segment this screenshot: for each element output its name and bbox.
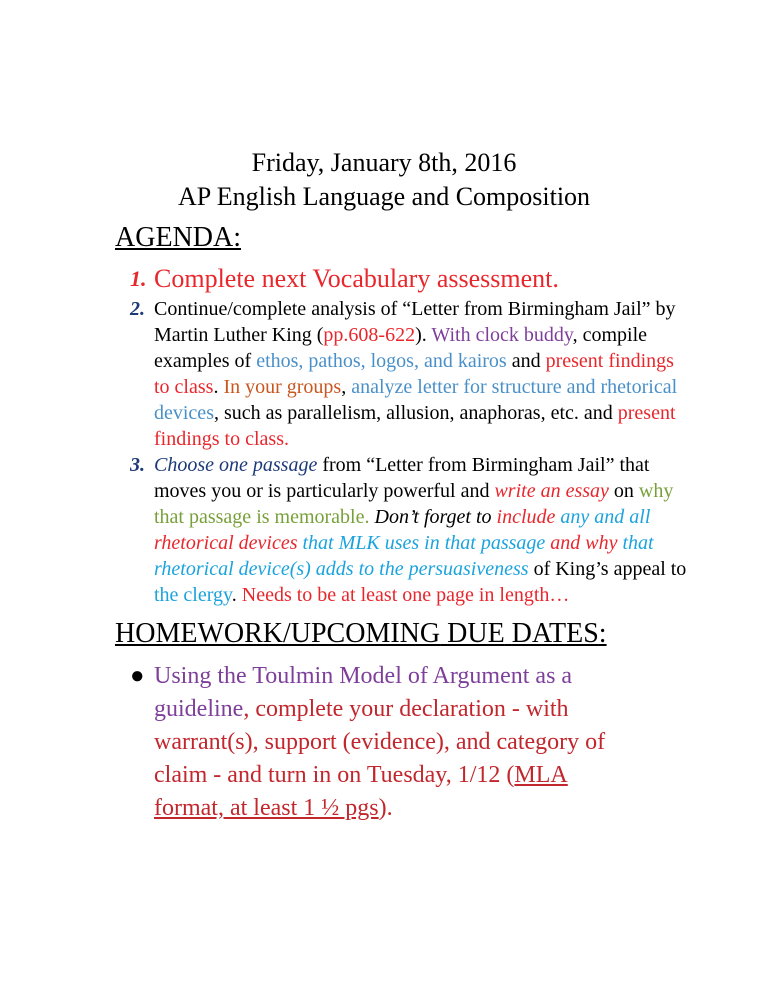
item-text: , such as parallelism, allusion, anaphoras, etc. and xyxy=(213,402,618,424)
item-text: , xyxy=(243,696,256,722)
agenda-list xyxy=(130,262,694,608)
item-text: ). xyxy=(378,795,393,821)
dont-forget-text: Don’t forget to xyxy=(374,506,497,528)
heading-part: : xyxy=(598,618,607,649)
heading-part xyxy=(505,618,512,649)
present-findings-text: present findings to class. xyxy=(154,402,676,450)
clock-buddy-text: With clock buddy xyxy=(431,324,573,346)
page-range: pp.608-622 xyxy=(323,324,416,346)
homework-heading xyxy=(115,618,607,650)
item-text: . xyxy=(231,584,242,606)
heading-part: HOMEWORK/UPCOMING xyxy=(115,618,441,649)
item-number: 2. xyxy=(130,298,145,320)
agenda-item-3 xyxy=(130,452,694,608)
item-text: Continue/complete analysis of “Letter from Birmingham Jail” by Martin Luther King ( xyxy=(154,298,676,346)
header xyxy=(0,146,768,214)
item-text: Complete next Vocabulary assessment. xyxy=(154,264,559,293)
persuasiveness-text: that rhetorical device(s) adds to the persuasiveness xyxy=(154,532,654,580)
item-number: 3. xyxy=(130,454,145,476)
any-and-all-text: any and all xyxy=(560,506,651,528)
agenda-item-1 xyxy=(130,262,694,296)
present-findings-text: present findings to class xyxy=(154,350,674,398)
item-text: on xyxy=(608,480,639,502)
declaration-text: complete your declaration - with warrant(s), support (evidence), and category of claim - and turn in on Tuesday, 1/12 ( xyxy=(154,696,606,788)
and-why-text: and why xyxy=(550,532,618,554)
agenda-heading: AGENDA: xyxy=(115,222,241,253)
item-number: 1. xyxy=(130,266,147,291)
item-text: of King’s appeal to xyxy=(528,558,687,580)
include-text: include xyxy=(496,506,556,528)
homework-item xyxy=(130,660,634,825)
appeals-text: ethos, pathos, logos, and kairos xyxy=(256,350,507,372)
write-essay-text: write an essay xyxy=(494,480,609,502)
item-text: ). xyxy=(415,324,432,346)
item-text: from “Letter from Birmingham Jail” that moves you or is particularly powerful and xyxy=(154,454,650,502)
homework-list xyxy=(130,660,634,825)
bullet-icon: ● xyxy=(130,663,145,689)
course-title: AP English Language and Composition xyxy=(177,182,591,211)
analyze-text: analyze letter for structure and rhetorical devices xyxy=(154,376,678,424)
item-text: and xyxy=(506,350,546,372)
item-text: , compile examples of xyxy=(154,324,648,372)
rhetorical-devices-text: rhetorical devices xyxy=(154,532,298,554)
mla-format-text: MLA format, at least 1 ½ pgs xyxy=(154,762,568,821)
page-length-text: Needs to be at least one page in length… xyxy=(241,584,570,606)
groups-text: In your groups xyxy=(223,376,342,398)
item-text: . xyxy=(213,376,224,398)
toulmin-text: Using the Toulmin Model of Argument as a guideline xyxy=(154,663,573,722)
clergy-text: the clergy xyxy=(154,584,232,606)
item-text: , xyxy=(341,376,352,398)
choose-passage-text: Choose one passage xyxy=(154,454,318,476)
mlk-uses-text: that MLK uses in that passage xyxy=(302,532,546,554)
heading-part: DATES xyxy=(511,618,599,649)
memorable-text: why that passage is memorable. xyxy=(154,480,674,528)
date-line: Friday, January 8th, 2016 xyxy=(251,148,517,177)
agenda-item-2 xyxy=(130,296,694,452)
heading-part: DUE xyxy=(447,618,505,649)
